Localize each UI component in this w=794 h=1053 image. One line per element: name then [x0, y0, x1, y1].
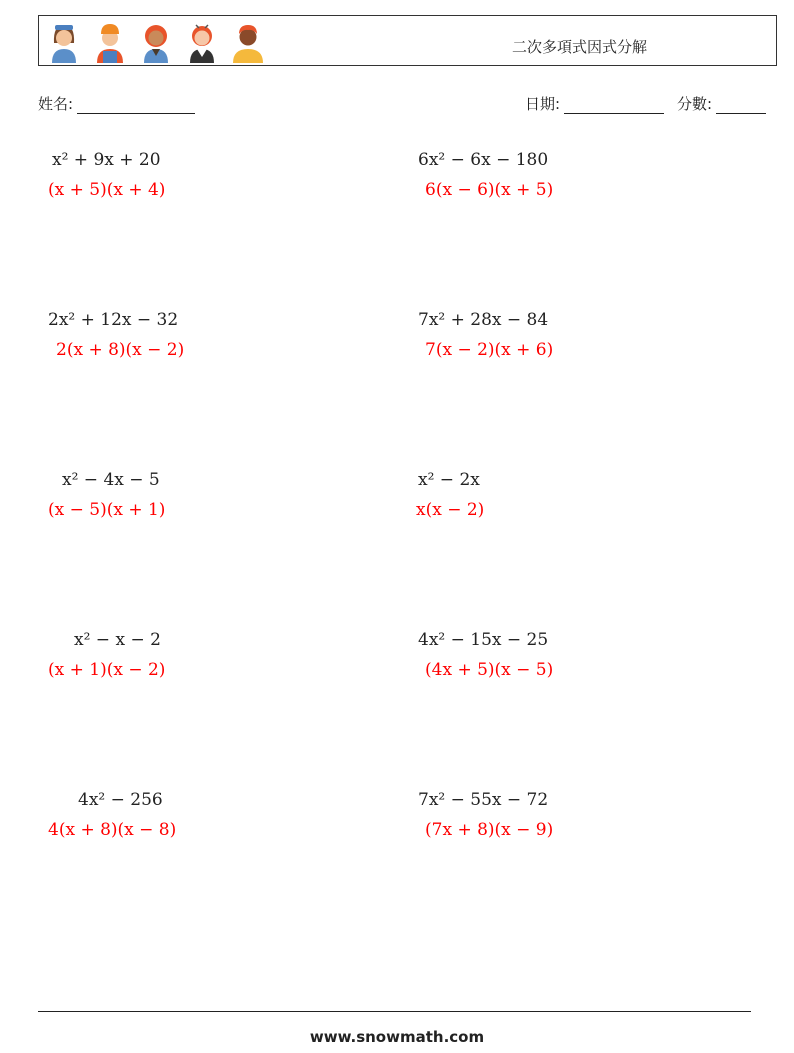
answer-text: 4(x + 8)(x − 8): [48, 820, 177, 840]
answer-text: (4x + 5)(x − 5): [425, 660, 554, 680]
score-blank[interactable]: [716, 99, 766, 114]
answer-text: 7(x − 2)(x + 6): [425, 340, 554, 360]
female-curly-icon: [137, 19, 175, 63]
problem-text: x² + 9x + 20: [52, 150, 161, 170]
female-redhead-icon: [183, 19, 221, 63]
answer-text: (x + 5)(x + 4): [48, 180, 166, 200]
name-label: 姓名:: [38, 95, 74, 113]
problem-text: 7x² + 28x − 84: [418, 310, 549, 330]
name-blank[interactable]: [77, 99, 195, 114]
footer-url[interactable]: www.snowmath.com: [309, 1028, 485, 1046]
worksheet-title: 二次多項式因式分解: [512, 38, 648, 56]
name-field: [38, 93, 195, 114]
problem-text: x² − 4x − 5: [62, 470, 160, 490]
answer-text: 6(x − 6)(x + 5): [425, 180, 554, 200]
header-box: [38, 15, 777, 66]
footer-divider: [38, 1011, 751, 1012]
problem-text: x² − x − 2: [74, 630, 161, 650]
problem-text: 6x² − 6x − 180: [418, 150, 549, 170]
score-label: 分數:: [677, 95, 713, 113]
problem-text: 2x² + 12x − 32: [48, 310, 179, 330]
problem-text: 4x² − 256: [78, 790, 163, 810]
date-label: 日期:: [525, 95, 561, 113]
answer-text: (x − 5)(x + 1): [48, 500, 166, 520]
score-field: [677, 93, 766, 114]
answer-text: (7x + 8)(x − 9): [425, 820, 554, 840]
male-dark-icon: [229, 19, 267, 63]
problem-text: 7x² − 55x − 72: [418, 790, 549, 810]
problem-text: x² − 2x: [418, 470, 480, 490]
female-worker-icon: [45, 19, 83, 63]
answer-text: (x + 1)(x − 2): [48, 660, 166, 680]
avatar-row: [45, 19, 267, 63]
male-worker-icon: [91, 19, 129, 63]
answer-text: x(x − 2): [416, 500, 485, 520]
answer-text: 2(x + 8)(x − 2): [56, 340, 185, 360]
problem-text: 4x² − 15x − 25: [418, 630, 549, 650]
date-blank[interactable]: [564, 99, 664, 114]
date-field: [525, 93, 664, 114]
